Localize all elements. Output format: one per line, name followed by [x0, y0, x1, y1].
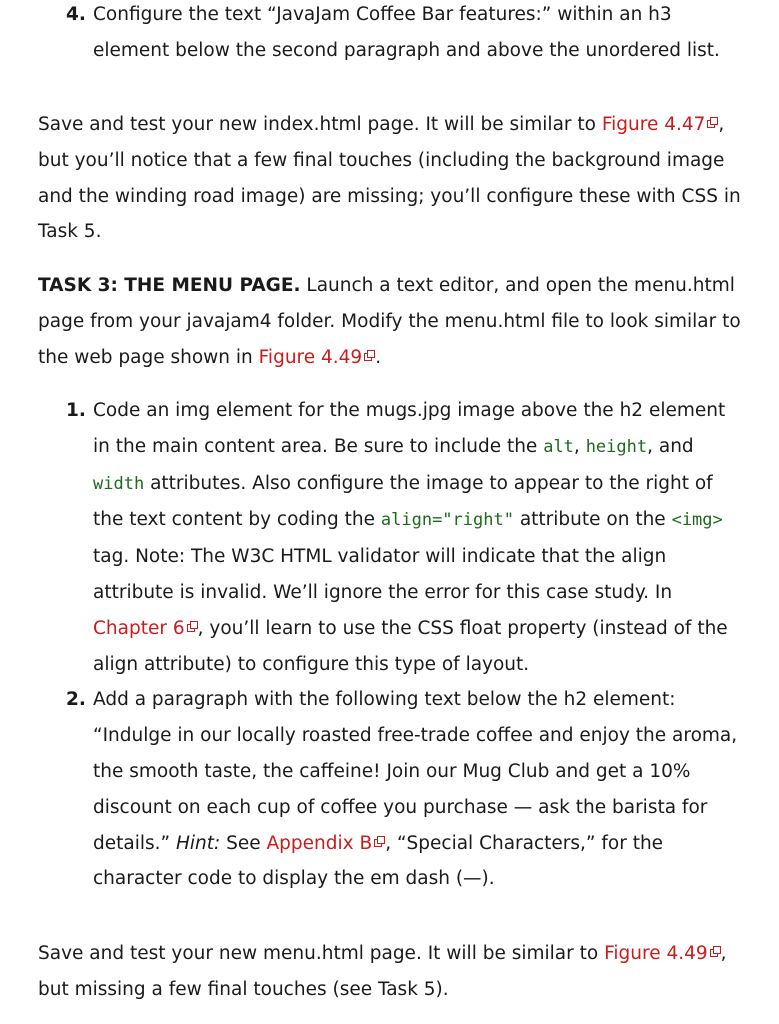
- step-text: Configure the text “JavaJam Coffee Bar features:” within an h3 element below the second paragraph and above the unordered list.: [93, 4, 720, 61]
- figure-4-47-link[interactable]: Figure 4.47: [602, 114, 719, 135]
- menu-save-paragraph: [38, 936, 758, 1008]
- figure-4-49-link[interactable]: Figure 4.49: [259, 347, 376, 368]
- step-2: 2. Add a paragraph with the following text below the h2 element: “Indulge in our locally roasted free-trade coffee and enjoy the aroma, the smooth taste, the caffeine! Join our Mug Club and get a 10% discount on each cup of coffee you purchase — ask the barista for details.” Hint: See Appendix B , “Special Characters,” for the character code to display the em dash (—).: [66, 682, 746, 897]
- index-save-paragraph: [38, 107, 758, 250]
- code-width: width: [93, 473, 145, 494]
- external-link-icon: [364, 350, 375, 362]
- chapter-6-link[interactable]: Chapter 6: [93, 618, 198, 639]
- external-link-icon: [187, 621, 198, 633]
- step-number: 1.: [66, 400, 86, 421]
- step-4: [66, 0, 746, 69]
- step-1: 1. Code an img element for the mugs.jpg image above the h2 element in the main content area. Be sure to include the alt, height, and width attributes. Also configure the image to appear to the right of the text content by coding the align="right" attribute on the <img> tag. Note: The W3C HTML validator will indicate that the align attribute is invalid. We’ll ignore the error for this case study. In Chapter 6 , you’ll learn to use the CSS float property (instead of the align attribute) to configure this type of layout.: [66, 393, 746, 682]
- code-alt: alt: [543, 436, 574, 457]
- code-height: height: [585, 436, 648, 457]
- external-link-icon: [707, 117, 718, 129]
- appendix-b-link[interactable]: Appendix B: [267, 833, 386, 854]
- paragraph-text: Save and test your new menu.html page. It will be similar to: [38, 943, 605, 964]
- task-heading: TASK 3: THE MENU PAGE.: [38, 275, 301, 296]
- step-list-top: [66, 0, 746, 69]
- paragraph-text: Launch a text editor, and open the menu.html page from your javajam4 folder. Modify the menu.html file to look similar to the web page shown in: [38, 275, 741, 368]
- paragraph-text: Save and test your new index.html page. It will be similar to: [38, 114, 602, 135]
- code-img-tag: <img>: [671, 510, 723, 531]
- step-list-task3: [66, 393, 746, 897]
- code-align-right: align="right": [380, 510, 514, 531]
- step-number: 2.: [66, 689, 86, 711]
- paragraph-text: .: [375, 346, 382, 368]
- paragraph-text: , but missing a few final touches (see Task 5).: [38, 943, 727, 1000]
- figure-4-49-link-2[interactable]: Figure 4.49: [604, 943, 721, 964]
- task3-paragraph: [38, 268, 758, 375]
- hint-label: Hint:: [175, 832, 221, 854]
- external-link-icon: [374, 836, 385, 848]
- external-link-icon: [710, 946, 721, 958]
- step-number: 4.: [66, 4, 86, 25]
- paragraph-text: , but you’ll notice that a few final touches (including the background image and the winding road image) are missing; you’ll configure these with CSS in Task 5.: [38, 114, 741, 243]
